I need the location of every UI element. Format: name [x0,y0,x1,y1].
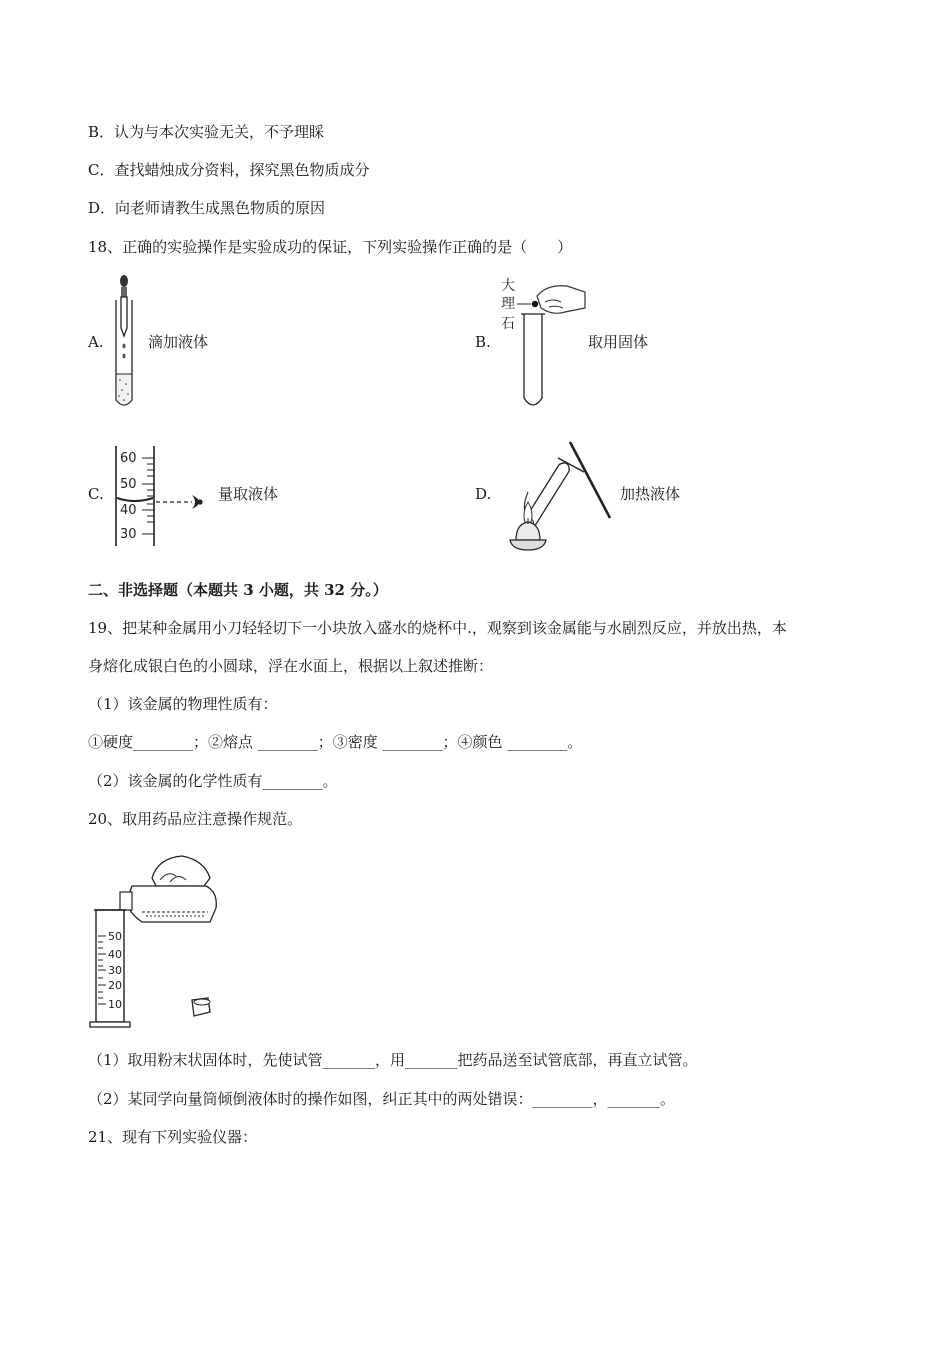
option-d-label: 加热液体 [620,485,681,503]
cyl-c-tick-60: 60 [120,451,137,466]
option-a-letter: A. [88,333,104,351]
option-c-letter: C. [88,485,104,503]
question-19-props: ①硬度________；②熔点 ________；③密度 ________；④颜色 ________。 [88,733,583,751]
option-c-17: C．查找蜡烛成分资料，探究黑色物质成分 [88,161,370,179]
marble-test-tube-figure [497,272,591,412]
option-b-label: 取用固体 [588,333,649,351]
cyl-c-tick-30: 30 [120,527,137,542]
question-19-line-2: 身熔化成银白色的小圆球，浮在水面上，根据以上叙述推断： [88,657,494,675]
question-18-stem: 18、正确的实验操作是实验成功的保证，下列实验操作正确的是（ ） [88,238,573,256]
section-2-title: 二、非选择题（本题共 3 小题，共 32 分。） [88,581,388,599]
cyl-c-tick-40: 40 [120,503,137,518]
option-d-17: D．向老师请教生成黑色物质的原因 [88,199,326,217]
question-19-sub-2: （2）该金属的化学性质有________。 [88,772,338,790]
fig-label-da: 大 [501,278,515,294]
cyl-tick-30: 30 [108,964,122,977]
cyl-tick-40: 40 [108,948,122,961]
question-20-sub-1: （1）取用粉末状固体时，先使试管_______，用_______把药品送至试管底部，再直立试管。 [88,1051,698,1069]
cyl-tick-50: 50 [108,930,122,943]
option-b-letter: B. [475,333,491,351]
cyl-c-tick-50: 50 [120,477,137,492]
question-21-stem: 21、现有下列实验仪器： [88,1128,258,1146]
dropper-test-tube-figure [108,272,138,414]
fig-label-li: 理 [501,296,515,312]
cyl-tick-20: 20 [108,979,122,992]
cylinder-reading-figure [112,444,216,548]
cyl-tick-10: 10 [108,998,122,1011]
option-c-label: 量取液体 [218,485,279,503]
option-a-label: 滴加液体 [148,333,209,351]
question-19-sub-1: （1）该金属的物理性质有： [88,695,278,713]
fig-label-shi: 石 [501,316,515,332]
option-b-17: B．认为与本次实验无关，不予理睬 [88,123,325,141]
question-20-sub-2: （2）某同学向量筒倾倒液体时的操作如图，纠正其中的两处错误：________，_______。 [88,1090,676,1108]
pouring-into-cylinder-figure [86,852,226,1032]
question-19-line-1: 19、把某种金属用小刀轻轻切下一小块放入盛水的烧杯中.，观察到该金属能与水剧烈反应，并放出热，本 [88,619,787,637]
question-20-stem: 20、取用药品应注意操作规范。 [88,810,303,828]
option-d-letter: D. [475,485,492,503]
heating-liquid-figure [498,436,616,554]
